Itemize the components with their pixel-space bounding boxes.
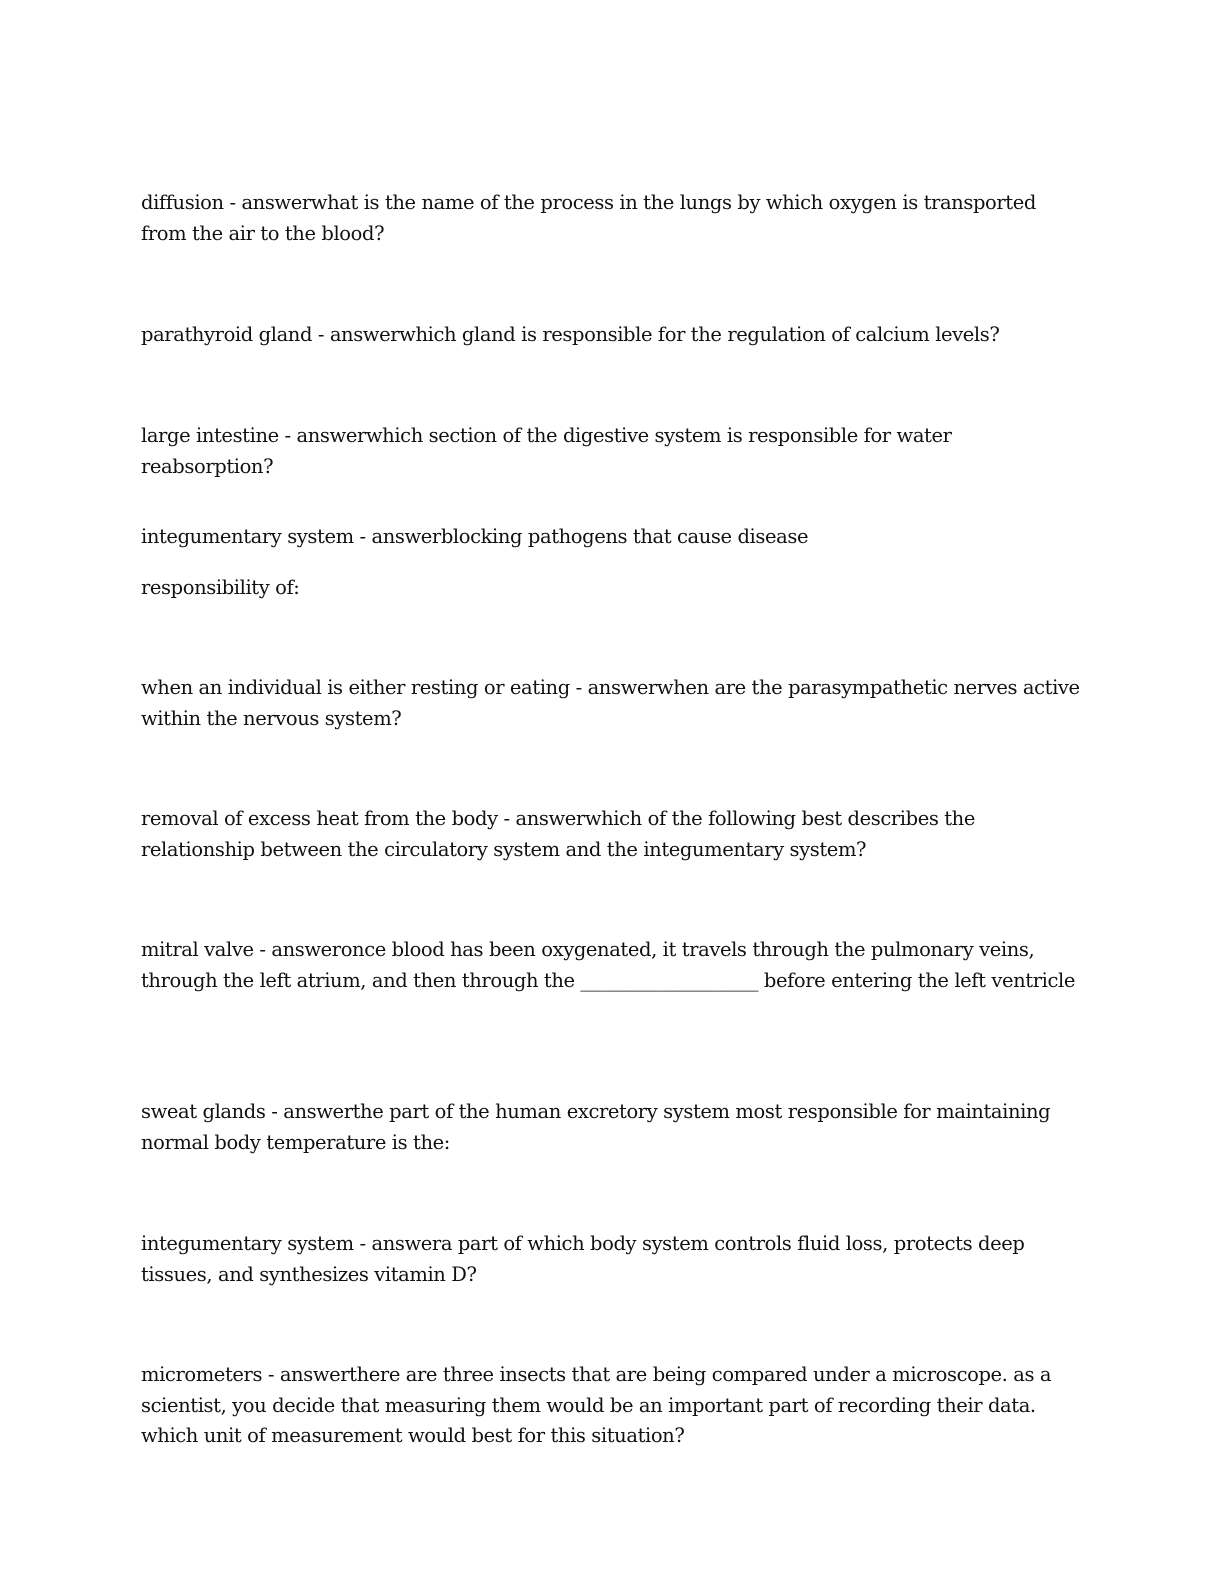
- qa-entry: sweat glands - answerthe part of the human excretory system most responsible for maintaining normal body temperature is the:: [141, 1100, 1056, 1154]
- qa-entry: integumentary system - answerblocking pathogens that cause disease: [141, 525, 809, 548]
- qa-entry: when an individual is either resting or eating - answerwhen are the parasympathetic nerves active within the nervous system?: [141, 676, 1086, 730]
- qa-entry: large intestine - answerwhich section of the digestive system is responsible for water reabsorption?: [141, 424, 958, 478]
- qa-entry: parathyroid gland - answerwhich gland is responsible for the regulation of calcium levels?: [141, 323, 1000, 346]
- qa-entry: diffusion - answerwhat is the name of the process in the lungs by which oxygen is transported from the air to the blood?: [141, 191, 1042, 245]
- qa-entry: mitral valve - answeronce blood has been oxygenated, it travels through the pulmonary veins, through the left atrium, and then through the ___________________ before entering the left ventricle: [141, 938, 1075, 992]
- qa-entry: micrometers - answerthere are three insects that are being compared under a microscope. as a scientist, you decide that measuring them would be an important part of recording their data. which unit of measurement would best for this situation?: [141, 1363, 1057, 1447]
- qa-entry-continuation: responsibility of:: [141, 576, 300, 599]
- qa-entry: integumentary system - answera part of which body system controls fluid loss, protects deep tissues, and synthesizes vitamin D?: [141, 1232, 1031, 1286]
- qa-entry: removal of excess heat from the body - answerwhich of the following best describes the relationship between the circulatory system and the integumentary system?: [141, 807, 981, 861]
